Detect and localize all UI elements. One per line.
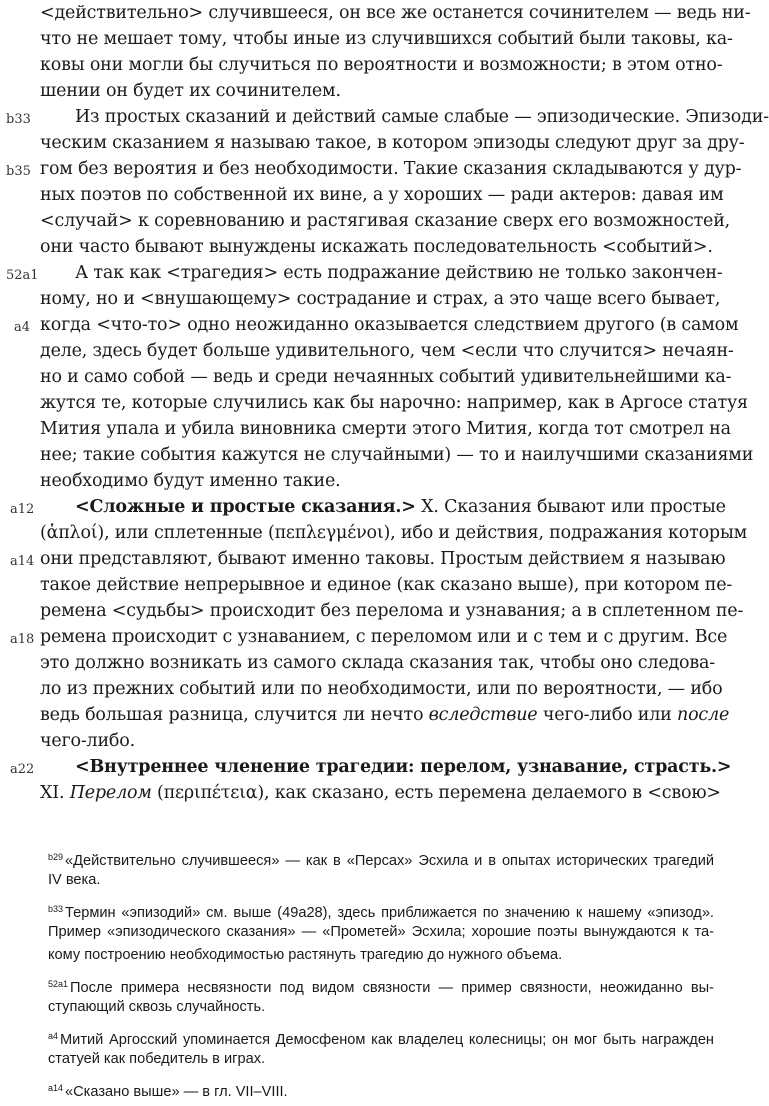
text-line: <Сложные и простые сказания.> X. Сказания бывают или простые <box>75 497 726 517</box>
footnote-line: ступающий сквозь случайность. <box>48 999 266 1015</box>
footnote-line: $^{52a1}$ После примера несвязности под видом связности — пример связности, неожиданно вы- <box>48 979 714 996</box>
text-line: ремена происходит с узнаванием, с переломом или и с тем и с другим. Все <box>40 627 728 647</box>
footnote-line: IV века. <box>48 872 101 888</box>
margin-ref: a4 <box>14 320 31 335</box>
text-line: что не мешает тому, чтобы иные из случившихся событий были таковы, ка- <box>40 29 733 49</box>
text-line: Из простых сказаний и действий самые слабые — эпизодические. Эпизоди- <box>75 107 769 127</box>
margin-ref: a12 <box>10 502 35 517</box>
footnote-line: $^{a4}$ Митий Аргосский упоминается Демосфеном как владелец колесницы; он мог быть награжден <box>48 1031 714 1048</box>
footnote-line: кому построению необходимостью растянуть трагедию до нужного объема. <box>48 947 563 963</box>
text-line: когда <что-то> одно неожиданно оказывается следствием другого (в самом <box>40 315 739 335</box>
text-line: (ἁπλοί), или сплетенные (πεπλεγμένοι), ибо и действия, подражания которым <box>40 523 748 543</box>
footnote-line: Пример «эпизодического сказания» — «Прометей» Эсхила; хорошие поэты вынуждаются к та- <box>48 924 714 940</box>
margin-ref: a18 <box>10 632 35 647</box>
margin-ref: a14 <box>10 554 35 569</box>
text-line: деле, здесь будет больше удивительного, чем <если что случится> нечаян- <box>40 341 734 361</box>
text-line: они часто бывают вынуждены искажать последовательность <событий>. <box>40 237 713 257</box>
text-line: гом без вероятия и без необходимости. Такие сказания складываются у дур- <box>40 159 742 179</box>
text-line <box>75 754 732 780</box>
text-line: такое действие непрерывное и единое (как сказано выше), при котором пе- <box>40 575 733 595</box>
footnote-line: $^{b33}$ Термин «эпизодий» см. выше (49a28), здесь приближается по значению к нашему «эпизод». <box>48 904 714 921</box>
text-line: XI. Перелом (περιπέτεια), как сказано, есть перемена делаемого в <свою> <box>40 783 721 803</box>
footnote-line: $^{a14}$ «Сказано выше» — в гл. VII–VIII. <box>48 1083 288 1100</box>
text-line: ло из прежних событий или по необходимости, или по вероятности, — ибо <box>40 679 723 699</box>
margin-ref: b35 <box>6 164 31 179</box>
section-heading: <Сложные и простые сказания.> <box>75 497 416 517</box>
text-line: ковы они могли бы случиться по вероятности и возможности; в этом отно- <box>40 55 723 75</box>
text-line: нее; такие события кажутся не случайными) — то и наилучшими сказаниями <box>40 445 754 465</box>
text-line: ремена <судьбы> происходит без перелома и узнавания; а в сплетенном пе- <box>40 601 744 621</box>
text-line: А так как <трагедия> есть подражание действию не только закончен- <box>75 263 723 283</box>
text-line: шении он будет их сочинителем. <box>40 81 341 101</box>
text-line: но и само собой — ведь и среди нечаянных событий удивительнейшими ка- <box>40 367 732 387</box>
text-line: <случай> к соревнованию и растягивая сказание сверх его возможностей, <box>40 211 731 231</box>
margin-ref: 52a1 <box>6 268 39 283</box>
footnote-line: $^{b29}$ «Действительно случившееся» — как в «Персах» Эсхила и в опытах исторических трагедий <box>48 852 714 869</box>
text-line: они представляют, бывают именно таковы. Простым действием я называю <box>40 549 726 569</box>
text-line: ному, но и <внушающему> сострадание и страх, а это чаще всего бывает, <box>40 289 721 309</box>
text-line: необходимо будут именно такие. <box>40 471 341 491</box>
footnote-line: статуей как победитель в играх. <box>48 1051 266 1067</box>
text-line: это должно возникать из самого склада сказания так, чтобы оно следова- <box>40 653 715 673</box>
section-heading: <Внутреннее членение трагедии: перелом, узнавание, страсть.> <box>75 757 732 777</box>
margin-ref: a22 <box>10 762 35 777</box>
text-line: ческим сказанием я называю такое, в котором эпизоды следуют друг за дру- <box>40 133 745 153</box>
text-line: ных поэтов по собственной их вине, а у хороших — ради актеров: давая им <box>40 185 724 205</box>
margin-ref: b33 <box>6 112 31 127</box>
text-line: ведь большая разница, случится ли нечто вследствие чего-либо или после <box>40 705 730 725</box>
text-line: Мития упала и убила виновника смерти этого Мития, когда тот смотрел на <box>40 419 731 439</box>
text-line: жутся те, которые случились как бы нарочно: например, как в Аргосе статуя <box>40 393 748 413</box>
text-line: чего-либо. <box>40 731 135 751</box>
text-line: <действительно> случившееся, он все же останется сочинителем — ведь ни- <box>40 3 751 23</box>
